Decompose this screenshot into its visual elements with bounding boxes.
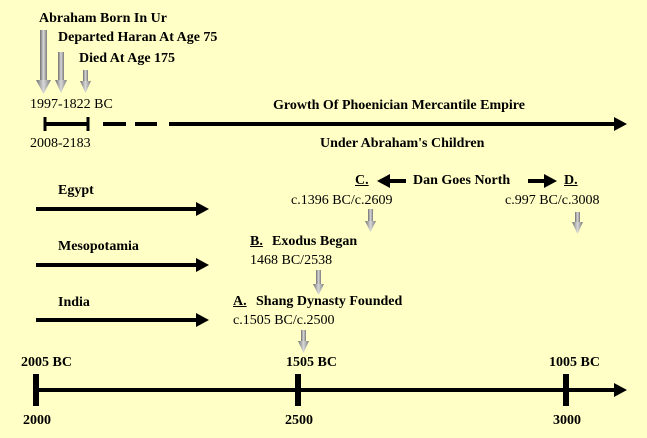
born-label: Abraham Born In Ur	[39, 11, 167, 26]
died-arrow-icon	[80, 70, 91, 93]
india-arrow	[36, 313, 209, 327]
axis-am-label-1: 2000	[23, 413, 51, 428]
event-c-date: c.1396 BC/c.2609	[291, 193, 393, 208]
mesopotamia-arrow	[36, 258, 209, 272]
event-a-letter: A.	[233, 294, 247, 309]
died-label: Died At Age 175	[79, 51, 176, 66]
egypt-arrow	[36, 202, 209, 216]
dan-goes-north-label: Dan Goes North	[413, 173, 511, 188]
axis-bc-label-2: 1505 BC	[286, 355, 337, 370]
event-a-date: c.1505 BC/c.2500	[233, 313, 335, 328]
event-b-arrow-icon	[313, 270, 324, 295]
region-india: India	[58, 295, 90, 310]
region-egypt: Egypt	[58, 183, 94, 198]
dan-right-arrow-icon	[528, 174, 557, 188]
axis-am-label-3: 3000	[553, 413, 581, 428]
region-mesopotamia: Mesopotamia	[58, 239, 139, 254]
axis-bc-label-3: 1005 BC	[549, 355, 600, 370]
departed-label: Departed Haran At Age 75	[58, 30, 218, 45]
event-c-arrow-icon	[365, 209, 376, 232]
event-d-date: c.997 BC/c.3008	[505, 193, 600, 208]
phoenician-title: Growth Of Phoenician Mercantile Empire	[273, 98, 525, 113]
main-axis	[36, 374, 627, 406]
event-b-title: Exodus Began	[272, 234, 358, 249]
event-a-arrow-icon	[298, 330, 309, 353]
event-b-date: 1468 BC/2538	[250, 253, 333, 268]
event-d-letter: D.	[564, 173, 578, 188]
abraham-am-range: 2008-2183	[30, 136, 91, 151]
phoenician-growth-arrow	[169, 117, 627, 131]
abraham-lifetime-bar	[45, 117, 157, 131]
axis-bc-label-1: 2005 BC	[21, 355, 72, 370]
event-a-title: Shang Dynasty Founded	[256, 294, 403, 309]
axis-am-label-2: 2500	[285, 413, 313, 428]
dan-left-arrow-icon	[377, 174, 406, 188]
abraham-bc-range: 1997-1822 BC	[30, 97, 113, 112]
event-d-arrow-icon	[572, 212, 583, 234]
event-b-letter: B.	[250, 234, 263, 249]
departed-arrow-icon	[55, 52, 67, 93]
event-c-letter: C.	[355, 173, 369, 188]
born-arrow-icon	[36, 30, 51, 94]
phoenician-subtitle: Under Abraham's Children	[320, 136, 485, 151]
